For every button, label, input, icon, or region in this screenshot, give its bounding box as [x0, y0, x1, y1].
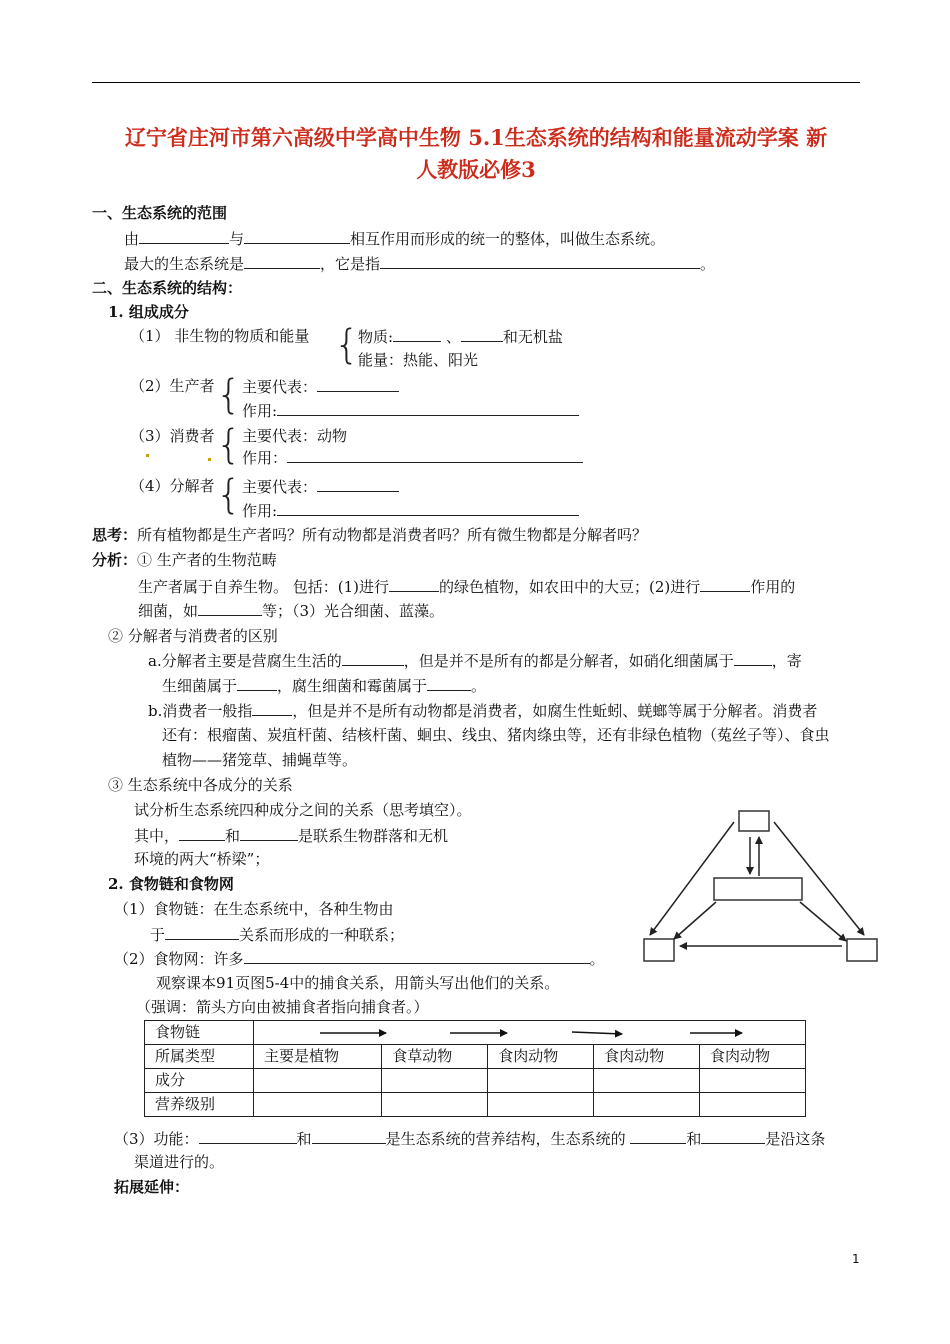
empty-cell[interactable] [254, 1069, 382, 1093]
analysis-p2a-line2: 生细菌属于 ，腐生细菌和霉菌属于 。 [162, 677, 487, 695]
brace-icon: { [216, 422, 242, 468]
blank[interactable] [393, 326, 441, 342]
function-line2: 渠道进行的。 [134, 1153, 225, 1171]
brace-icon: { [216, 372, 242, 418]
blank[interactable] [277, 500, 579, 516]
blank[interactable] [380, 253, 700, 269]
analysis-p2b-line1: b.消费者一般指 ，但是并不是所有动物都是消费者，如腐生性蚯蚓、蜣螂等属于分解者。消费者 [148, 702, 818, 720]
food-chain-def: （1）食物链：在生态系统中，各种生物由 [114, 900, 394, 918]
observe-instruction: 观察课本91页图5-4中的捕食关系，用箭头写出他们的关系。 [156, 974, 560, 992]
diagram-box-left [644, 939, 674, 961]
diagram-box-top [739, 811, 769, 831]
doc-title-line2: 人教版必修3 [416, 157, 536, 182]
subsection-components: 1. 组成成分 [108, 303, 189, 321]
type-cell: 食肉动物 [488, 1045, 594, 1069]
empty-cell[interactable] [382, 1093, 488, 1117]
analysis-p2b-line2: 还有：根瘤菌、炭疽杆菌、结核杆菌、蛔虫、线虫、猪肉绦虫等，还有非绿色植物（菟丝子等）、食虫 [162, 726, 830, 744]
component3-role: 作用： [242, 447, 583, 468]
table-row [145, 1021, 806, 1045]
food-web-def: （2）食物网：许多 。 [114, 950, 605, 968]
component2-role: 作用: [242, 400, 579, 421]
type-cell: 食肉动物 [700, 1045, 806, 1069]
blank[interactable] [427, 675, 471, 691]
blank[interactable] [317, 376, 399, 392]
blank[interactable] [389, 576, 439, 592]
blank[interactable] [630, 1128, 686, 1144]
blank[interactable] [287, 447, 583, 463]
table-row [145, 1045, 806, 1069]
blank[interactable] [244, 253, 320, 269]
component3-label: （3）消费者 [130, 427, 215, 445]
brace-icon: { [216, 472, 242, 518]
component1-energy: 能量：热能、阳光 [358, 351, 479, 369]
row-label: 食物链 [145, 1021, 254, 1045]
analysis-line: 分析：① 生产者的生物范畴 [92, 551, 277, 569]
blank[interactable] [252, 700, 292, 716]
component1-label: （1） 非生物的物质和能量 [130, 327, 310, 345]
type-cell: 主要是植物 [254, 1045, 382, 1069]
food-chain-table [144, 1020, 806, 1117]
analysis-p3-line3: 环境的两大“桥梁”； [134, 850, 270, 868]
food-chain-def-line2: 于 关系而形成的一种联系； [150, 926, 405, 944]
diagram-arrow [674, 902, 716, 939]
blank[interactable] [317, 476, 399, 492]
empty-cell[interactable] [700, 1093, 806, 1117]
analysis-p3: ③ 生态系统中各成分的关系 [108, 776, 293, 794]
analysis-p2: ② 分解者与消费者的区别 [108, 627, 278, 645]
blank[interactable] [244, 228, 350, 244]
blank[interactable] [277, 400, 579, 416]
function-line1: （3）功能： 和 是生态系统的营养结构，生态系统的 和 是沿这条 [114, 1130, 826, 1148]
blank[interactable] [198, 600, 262, 616]
diagram-box-middle [714, 878, 802, 900]
analysis-p2a-line1: a.分解者主要是营腐生生活的 ，但是并不是所有的都是分解者，如硝化细菌属于 ，寄 [148, 652, 802, 670]
food-chain-arrows-cell[interactable] [254, 1021, 806, 1045]
blank[interactable] [179, 825, 225, 841]
diagram-box-right [847, 939, 877, 961]
component2-rep: 主要代表： [242, 376, 399, 397]
chain-arrow [572, 1032, 622, 1034]
component4-rep: 主要代表： [242, 476, 399, 497]
analysis-p2b-line3: 植物——猪笼草、捕蝇草等。 [162, 751, 358, 769]
row-label: 营养级别 [145, 1093, 254, 1117]
empty-cell[interactable] [594, 1093, 700, 1117]
component4-label: （4）分解者 [130, 477, 215, 495]
type-cell: 食肉动物 [594, 1045, 700, 1069]
row-label: 成分 [145, 1069, 254, 1093]
component1-matter: 物质: 、 和无机盐 [358, 328, 563, 346]
analysis-p1-line1: 生产者属于自养生物。 包括：(1)进行 的绿色植物，如农田中的大豆；(2)进行 作用的 [138, 578, 796, 596]
component3-rep: 主要代表：动物 [242, 427, 348, 445]
blank[interactable] [734, 650, 772, 666]
table-row [145, 1093, 806, 1117]
row-label: 所属类型 [145, 1045, 254, 1069]
diagram-arrow [800, 902, 846, 941]
section1-heading: 一、生态系统的范围 [92, 204, 228, 222]
dot-mark [208, 458, 211, 461]
analysis-p3-line1: 试分析生态系统四种成分之间的关系（思考填空）。 [134, 801, 472, 819]
blank[interactable] [700, 576, 750, 592]
page-number: 1 [852, 1252, 860, 1266]
type-cell: 食草动物 [382, 1045, 488, 1069]
subsection-food-chain: 2. 食物链和食物网 [108, 875, 234, 893]
doc-title-line1: 辽宁省庄河市第六高级中学高中生物 5.1生态系统的结构和能量流动学案 新 [124, 125, 828, 150]
component4-role: 作用: [242, 500, 579, 521]
s1-line2: 最大的生态系统是 ，它是指 。 [124, 255, 716, 273]
analysis-p1-line2: 细菌，如 等；（3）光合细菌、蓝藻。 [138, 602, 445, 620]
blank[interactable] [461, 326, 503, 342]
section2-heading: 二、生态系统的结构： [92, 279, 243, 297]
blank[interactable] [312, 1128, 386, 1144]
blank[interactable] [199, 1128, 297, 1144]
blank[interactable] [701, 1128, 765, 1144]
empty-cell[interactable] [488, 1093, 594, 1117]
analysis-p3-line2: 其中， 和 是联系生物群落和无机 [134, 827, 449, 845]
extension-heading: 拓展延伸： [114, 1178, 190, 1196]
brace-icon: { [334, 322, 360, 368]
empty-cell[interactable] [594, 1069, 700, 1093]
empty-cell[interactable] [254, 1093, 382, 1117]
blank[interactable] [139, 228, 229, 244]
empty-cell[interactable] [700, 1069, 806, 1093]
header-rule [92, 82, 860, 83]
component2-label: （2）生产者 [130, 377, 215, 395]
blank[interactable] [244, 948, 590, 964]
ecosystem-relation-diagram [636, 800, 886, 970]
dot-mark [146, 454, 149, 457]
blank[interactable] [237, 675, 277, 691]
empty-cell[interactable] [382, 1069, 488, 1093]
think-line: 思考：所有植物都是生产者吗？所有动物都是消费者吗？所有微生物都是分解者吗？ [92, 526, 648, 544]
s1-line1: 由 与 相互作用而形成的统一的整体，叫做生态系统。 [124, 230, 666, 248]
table-row [145, 1069, 806, 1093]
blank[interactable] [240, 825, 298, 841]
empty-cell[interactable] [488, 1069, 594, 1093]
food-chain-arrows [254, 1021, 794, 1044]
blank[interactable] [165, 924, 239, 940]
arrow-direction-note: （强调：箭头方向由被捕食者指向捕食者。） [136, 998, 429, 1016]
blank[interactable] [342, 650, 404, 666]
